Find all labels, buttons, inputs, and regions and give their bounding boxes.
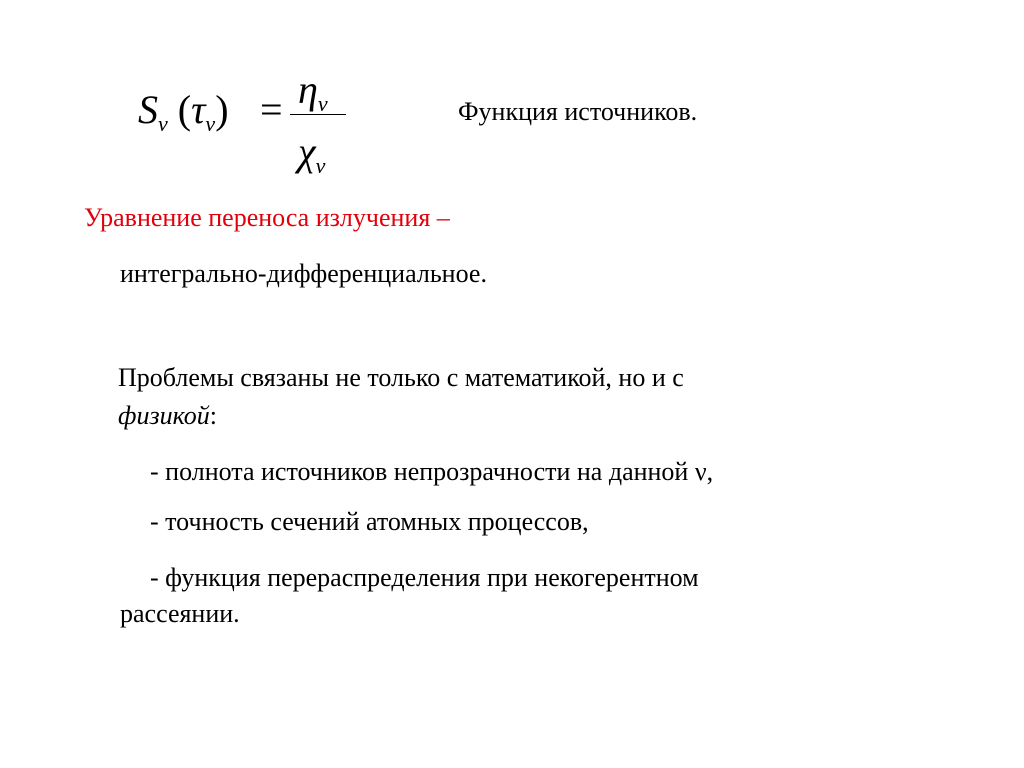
formula-denominator xyxy=(298,129,326,178)
formula-symbol-tau: τ xyxy=(191,87,206,132)
problems-line: Проблемы связаны не только с математикой, но и с xyxy=(118,363,684,392)
formula-close-paren: ) xyxy=(215,87,229,132)
list-item: - точность сечений атомных процессов, xyxy=(150,507,589,536)
formula-numerator xyxy=(298,67,328,116)
source-function-formula xyxy=(138,67,378,180)
formula-symbol-s: S xyxy=(138,87,158,132)
formula-eta-sub: ν xyxy=(317,91,328,116)
list-item: - полнота источников непрозрачности на данной ν, xyxy=(150,457,714,486)
formula-symbol-chi: χ xyxy=(298,129,316,174)
integral-differential-line: интегрально-дифференциальное. xyxy=(120,259,487,288)
formula-open-paren: ( xyxy=(177,87,192,132)
list-item: - функция перераспределения при некогерентном xyxy=(150,563,699,592)
fraction-bar xyxy=(290,114,346,115)
physics-word: физикой xyxy=(118,401,210,430)
physics-colon: : xyxy=(209,401,218,430)
formula-lhs xyxy=(138,87,229,136)
formula-chi-sub: ν xyxy=(315,153,326,178)
formula-sub-nu: ν xyxy=(158,111,168,136)
formula-equals: = xyxy=(260,87,283,132)
formula-tau-sub: ν xyxy=(205,111,216,136)
physics-line xyxy=(118,400,217,431)
formula-symbol-eta: η xyxy=(298,67,318,112)
source-function-caption: Функция источников. xyxy=(458,97,698,126)
list-item-continuation: рассеянии. xyxy=(120,599,240,628)
transfer-equation-heading: Уравнение переноса излучения – xyxy=(84,203,450,232)
